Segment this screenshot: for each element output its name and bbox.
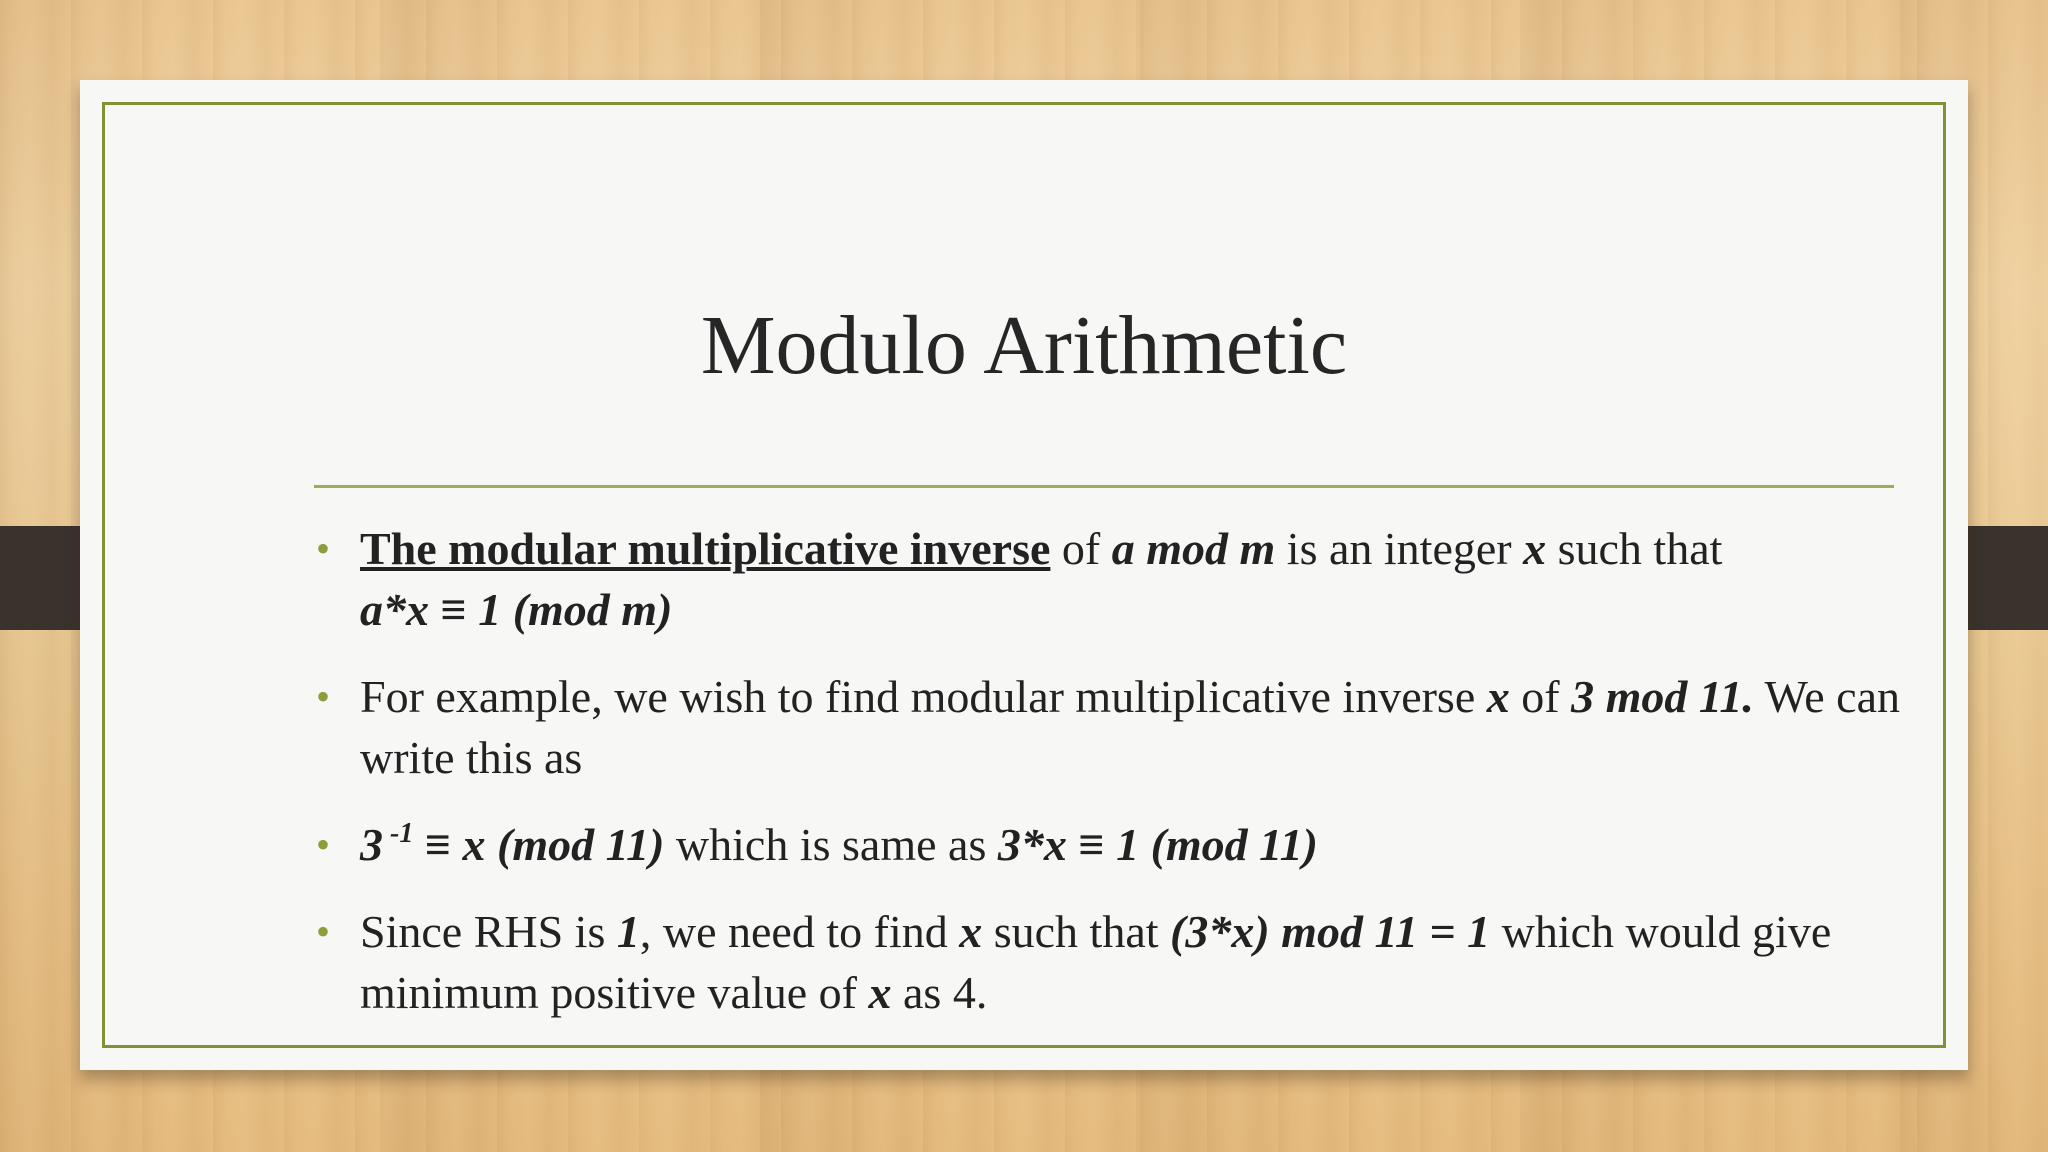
bullet-item-1 bbox=[316, 518, 1900, 640]
math-run: x bbox=[868, 967, 892, 1018]
bullet-item-2 bbox=[316, 666, 1900, 788]
math-run: x bbox=[1523, 523, 1547, 574]
text-run: which is same as bbox=[664, 819, 998, 870]
text-run: is an integer bbox=[1275, 523, 1524, 574]
math-run: 3 mod 11. bbox=[1571, 671, 1754, 722]
slide-title: Modulo Arithmetic bbox=[700, 299, 1348, 392]
math-run: 3 bbox=[360, 819, 383, 870]
math-run: 1 bbox=[616, 906, 640, 957]
slide bbox=[80, 80, 1968, 1070]
math-run: a mod m bbox=[1111, 523, 1276, 574]
title-divider bbox=[314, 485, 1894, 488]
math-run: a*x ≡ 1 (mod m) bbox=[360, 584, 673, 635]
math-run: ≡ x (mod 11) bbox=[413, 819, 665, 870]
text-run: such that bbox=[982, 906, 1171, 957]
bullet-item-3 bbox=[316, 814, 1900, 875]
term-highlight: The modular multiplicative inverse bbox=[360, 523, 1051, 574]
text-run: We can write this as bbox=[360, 671, 1900, 783]
text-run: For example, we wish to find modular multiplicative inverse bbox=[360, 671, 1487, 722]
math-run: (3*x) mod 11 = 1 bbox=[1170, 906, 1491, 957]
bullet-dot-icon: • bbox=[316, 674, 331, 719]
text-run: , we need to find bbox=[639, 906, 960, 957]
math-run: 3*x ≡ 1 (mod 11) bbox=[997, 819, 1318, 870]
text-run: of bbox=[1050, 523, 1112, 574]
text-run: which would give minimum positive value of bbox=[360, 906, 1832, 1018]
text-run: such that bbox=[1546, 523, 1723, 574]
bullet-dot-icon: • bbox=[316, 526, 331, 571]
exponent: -1 bbox=[383, 818, 414, 849]
math-run: x bbox=[1486, 671, 1510, 722]
text-run: of bbox=[1509, 671, 1572, 722]
bullet-item-4 bbox=[316, 901, 1900, 1023]
text-run: Since RHS is bbox=[360, 906, 617, 957]
math-run: x bbox=[959, 906, 983, 957]
text-run: as 4. bbox=[891, 967, 988, 1018]
bullet-list bbox=[316, 518, 1900, 1049]
bullet-dot-icon: • bbox=[316, 822, 331, 867]
bullet-dot-icon: • bbox=[316, 909, 331, 954]
